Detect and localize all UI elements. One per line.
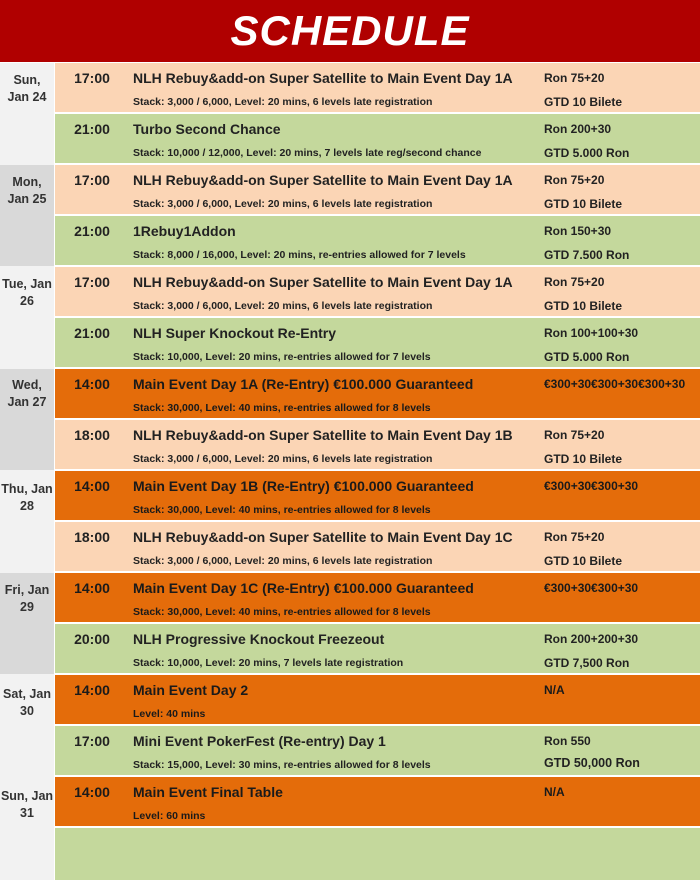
event-time: 14:00	[74, 376, 110, 392]
event-price: Ron 200+200+30	[544, 632, 639, 646]
event-guarantee: GTD 7.500 Ron	[544, 248, 630, 262]
event-row	[55, 216, 700, 266]
event-row	[55, 573, 700, 623]
event-time: 17:00	[74, 733, 110, 749]
event-price: Ron 100+100+30	[544, 326, 639, 340]
event-title: Mini Event PokerFest (Re-entry) Day 1	[133, 733, 386, 749]
event-time: 21:00	[74, 121, 110, 137]
event-title: NLH Rebuy&add-on Super Satellite to Main Event Day 1A	[133, 274, 513, 290]
event-details: Stack: 3,000 / 6,000, Level: 20 mins, 6 levels late registration	[133, 300, 433, 312]
event-title: NLH Rebuy&add-on Super Satellite to Main Event Day 1A	[133, 70, 513, 86]
event-time: 14:00	[74, 580, 110, 596]
event-details: Stack: 3,000 / 6,000, Level: 20 mins, 6 levels late registration	[133, 555, 433, 567]
event-guarantee: GTD 10 Bilete	[544, 554, 623, 568]
event-title: Main Event Final Table	[133, 784, 283, 800]
page-title: SCHEDULE	[230, 7, 470, 54]
event-price: Ron 75+20	[544, 173, 605, 187]
event-price: Ron 75+20	[544, 428, 605, 442]
event-time: 17:00	[74, 274, 110, 290]
event-row	[55, 777, 700, 827]
event-row	[55, 726, 700, 776]
date-label: Tue, Jan 26	[2, 277, 52, 308]
event-row	[55, 318, 700, 368]
event-price: Ron 75+20	[544, 275, 605, 289]
event-guarantee: GTD 5.000 Ron	[544, 146, 630, 160]
event-title: NLH Progressive Knockout Freezeout	[133, 631, 385, 647]
event-details: Stack: 8,000 / 16,000, Level: 20 mins, re-entries allowed for 7 levels	[133, 249, 466, 261]
event-details: Stack: 30,000, Level: 40 mins, re-entries allowed for 8 levels	[133, 504, 431, 516]
event-row	[55, 369, 700, 419]
event-title: Main Event Day 2	[133, 682, 249, 698]
date-label: Sun, Jan 31	[0, 789, 54, 820]
event-row	[55, 675, 700, 725]
event-row	[55, 522, 700, 572]
event-details: Stack: 3,000 / 6,000, Level: 20 mins, 6 levels late registration	[133, 198, 433, 210]
event-row	[55, 267, 700, 317]
event-row	[55, 63, 700, 113]
event-guarantee: GTD 10 Bilete	[544, 299, 623, 313]
date-label: Fri, Jan 29	[4, 583, 50, 614]
schedule-header	[0, 0, 700, 62]
event-row	[55, 420, 700, 470]
empty-row	[55, 828, 700, 880]
event-title: 1Rebuy1Addon	[133, 223, 236, 239]
event-title: Main Event Day 1C (Re-Entry) €100.000 Guaranteed	[133, 580, 474, 596]
event-guarantee: GTD 10 Bilete	[544, 95, 623, 109]
date-label: Mon, Jan 25	[7, 175, 47, 206]
event-price: N/A	[544, 683, 565, 697]
event-details: Stack: 15,000, Level: 30 mins, re-entries allowed for 8 levels	[133, 759, 431, 771]
event-details: Stack: 3,000 / 6,000, Level: 20 mins, 6 levels late registration	[133, 96, 433, 108]
event-details: Stack: 10,000 / 12,000, Level: 20 mins, 7 levels late reg/second chance	[133, 147, 482, 159]
event-price: Ron 550	[544, 734, 591, 748]
event-row	[55, 471, 700, 521]
event-details: Stack: 30,000, Level: 40 mins, re-entries allowed for 8 levels	[133, 402, 431, 414]
event-price: €300+30€300+30€300+30	[544, 377, 686, 391]
event-price: N/A	[544, 785, 565, 799]
event-guarantee: GTD 10 Bilete	[544, 197, 623, 211]
event-details: Stack: 30,000, Level: 40 mins, re-entries allowed for 8 levels	[133, 606, 431, 618]
date-label: Thu, Jan 28	[1, 482, 53, 513]
event-title: NLH Rebuy&add-on Super Satellite to Main Event Day 1B	[133, 427, 513, 443]
event-title: Main Event Day 1B (Re-Entry) €100.000 Guaranteed	[133, 478, 474, 494]
event-time: 17:00	[74, 70, 110, 86]
event-title: NLH Rebuy&add-on Super Satellite to Main Event Day 1A	[133, 172, 513, 188]
event-title: NLH Rebuy&add-on Super Satellite to Main Event Day 1C	[133, 529, 513, 545]
event-price: Ron 75+20	[544, 71, 605, 85]
event-price: €300+30€300+30	[544, 479, 639, 493]
event-time: 18:00	[74, 529, 110, 545]
event-title: Main Event Day 1A (Re-Entry) €100.000 Guaranteed	[133, 376, 474, 392]
event-details: Level: 60 mins	[133, 810, 206, 822]
event-title: NLH Super Knockout Re-Entry	[133, 325, 337, 341]
event-price: €300+30€300+30	[544, 581, 639, 595]
event-time: 21:00	[74, 325, 110, 341]
event-time: 14:00	[74, 682, 110, 698]
event-time: 14:00	[74, 784, 110, 800]
event-time: 17:00	[74, 172, 110, 188]
event-guarantee: GTD 7,500 Ron	[544, 656, 630, 670]
event-price: Ron 75+20	[544, 530, 605, 544]
event-details: Stack: 10,000, Level: 20 mins, re-entries allowed for 7 levels	[133, 351, 431, 363]
event-details: Level: 40 mins	[133, 708, 206, 720]
event-row	[55, 114, 700, 164]
event-title: Turbo Second Chance	[133, 121, 281, 137]
event-time: 21:00	[74, 223, 110, 239]
event-time: 18:00	[74, 427, 110, 443]
date-label: Wed, Jan 27	[7, 378, 47, 409]
event-time: 14:00	[74, 478, 110, 494]
event-row	[55, 165, 700, 215]
event-time: 20:00	[74, 631, 110, 647]
event-row	[55, 624, 700, 674]
event-guarantee: GTD 50,000 Ron	[544, 756, 640, 770]
event-price: Ron 200+30	[544, 122, 612, 136]
date-label: Sun, Jan 24	[7, 73, 47, 104]
date-label: Sat, Jan 30	[3, 687, 51, 718]
event-details: Stack: 3,000 / 6,000, Level: 20 mins, 6 levels late registration	[133, 453, 433, 465]
event-price: Ron 150+30	[544, 224, 612, 238]
event-guarantee: GTD 10 Bilete	[544, 452, 623, 466]
event-guarantee: GTD 5.000 Ron	[544, 350, 630, 364]
event-details: Stack: 10,000, Level: 20 mins, 7 levels late registration	[133, 657, 404, 669]
